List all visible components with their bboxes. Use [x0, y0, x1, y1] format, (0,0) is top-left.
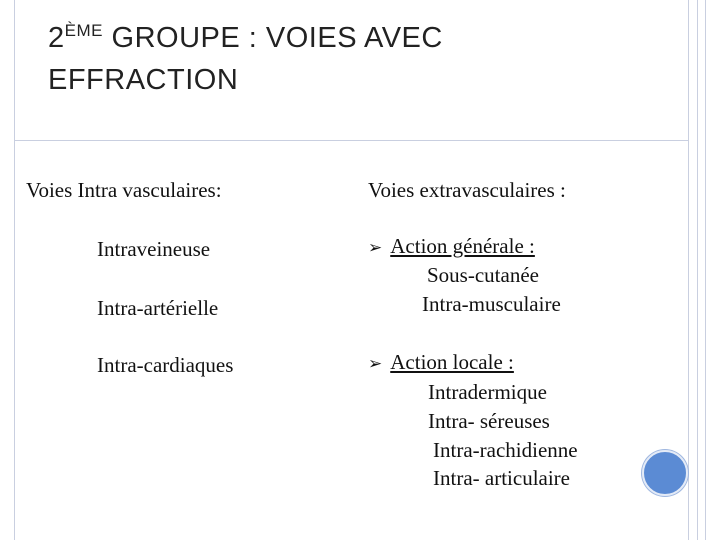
- group-label: Action locale :: [390, 350, 514, 374]
- left-column-heading: Voies Intra vasculaires:: [26, 178, 222, 202]
- slide-frame-right-line: [688, 0, 689, 540]
- list-item: Sous-cutanée: [427, 263, 539, 287]
- title-superscript: ÈME: [64, 21, 103, 40]
- left-item-intra-cardiaques: Intra-cardiaques: [97, 353, 234, 377]
- title-line2: EFFRACTION: [48, 64, 239, 96]
- arrow-bullet-icon: ➢: [368, 354, 383, 374]
- left-item-intra-arterielle: Intra-artérielle: [97, 296, 219, 320]
- group-action-locale: [368, 350, 514, 375]
- slide-frame-right-line: [697, 0, 698, 540]
- group-action-generale: [368, 234, 535, 259]
- list-item: Intra- articulaire: [433, 466, 570, 490]
- decorative-circle: [642, 450, 688, 496]
- list-item: Intra-rachidienne: [433, 438, 578, 462]
- slide-title: [48, 10, 443, 101]
- title-line1: GROUPE : VOIES AVEC: [102, 22, 443, 54]
- right-column-heading: Voies extravasculaires :: [368, 178, 566, 202]
- title-prefix: 2: [48, 22, 65, 54]
- group-label: Action générale :: [390, 234, 535, 258]
- arrow-bullet-icon: ➢: [368, 238, 383, 258]
- slide-frame-right-line: [705, 0, 706, 540]
- list-item: Intra-musculaire: [422, 292, 561, 316]
- list-item: Intradermique: [428, 380, 547, 404]
- left-item-intraveineuse: Intraveineuse: [97, 237, 211, 261]
- list-item: Intra- séreuses: [428, 409, 550, 433]
